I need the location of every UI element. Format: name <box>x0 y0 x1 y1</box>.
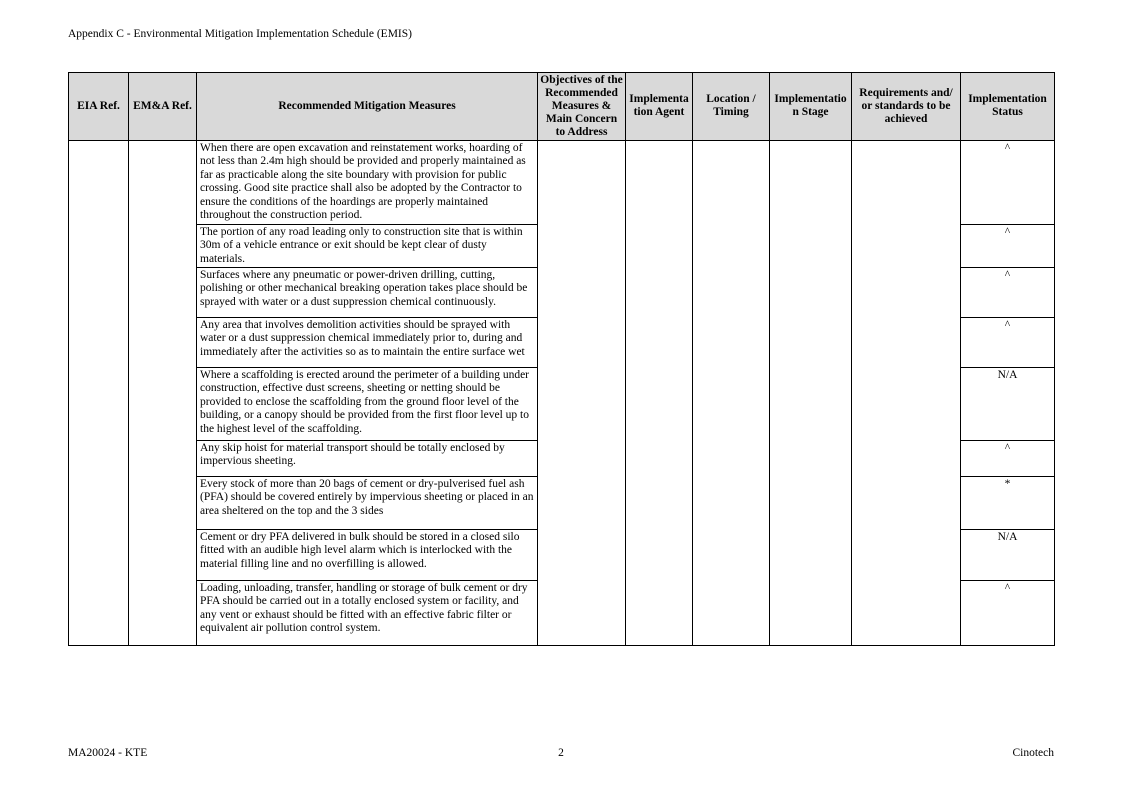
footer-project-ref: MA20024 - KTE <box>68 747 148 759</box>
mitigation-measure-cell: Loading, unloading, transfer, handling or storage of bulk cement or dry PFA should be carried out in a totally enclosed system or facility, and any vent or exhaust should be fitted with an effective fabric filter or equivalent air pollution control system. <box>197 581 538 646</box>
col-header-ema-ref: EM&A Ref. <box>129 73 197 141</box>
table-row <box>69 140 1055 224</box>
mitigation-measure-cell: Cement or dry PFA delivered in bulk should be stored in a closed silo fitted with an audible high level alarm which is interlocked with the material filling line and no overfilling is allowed. <box>197 530 538 581</box>
col-header-eia-ref: EIA Ref. <box>69 73 129 141</box>
requirements-cell <box>852 140 961 645</box>
eia-ref-cell <box>69 140 129 645</box>
ema-ref-cell <box>129 140 197 645</box>
mitigation-measure-cell: Surfaces where any pneumatic or power-driven drilling, cutting, polishing or other mechanical breaking operation takes place should be sprayed with water or a dust suppression chemical continuously. <box>197 268 538 318</box>
objectives-cell <box>538 140 626 645</box>
mitigation-measure-cell: Any skip hoist for material transport should be totally enclosed by impervious sheeting. <box>197 441 538 477</box>
page-title: Appendix C - Environmental Mitigation Implementation Schedule (EMIS) <box>68 28 412 40</box>
implementation-status-cell: ^ <box>961 224 1055 267</box>
implementation-status-cell: ^ <box>961 140 1055 224</box>
col-header-location-timing: Location / Timing <box>693 73 770 141</box>
col-header-requirements: Requirements and/ or standards to be achieved <box>852 73 961 141</box>
col-header-objectives: Objectives of the Recommended Measures & Main Concern to Address <box>538 73 626 141</box>
implementation-status-cell: N/A <box>961 368 1055 441</box>
mitigation-measure-cell: When there are open excavation and reinstatement works, hoarding of not less than 2.4m high should be provided and properly maintained as far as practicable along the site boundary with provision for public crossing. Good site practice shall also be adopted by the Contractor to ensure the conditions of the hoardings are properly maintained throughout the construction period. <box>197 140 538 224</box>
implementation-status-cell: ^ <box>961 318 1055 368</box>
table-header-row <box>69 73 1055 141</box>
footer-company: Cinotech <box>1012 747 1054 759</box>
location-timing-cell <box>693 140 770 645</box>
mitigation-measure-cell: Where a scaffolding is erected around the perimeter of a building under construction, effective dust screens, sheeting or netting should be provided to enclose the scaffolding from the ground floor level of the building, or a canopy should be provided from the first floor level up to the highest level of the scaffolding. <box>197 368 538 441</box>
col-header-implementation-stage: Implementation Stage <box>770 73 852 141</box>
col-header-implementation-agent: Implementation Agent <box>626 73 693 141</box>
mitigation-measure-cell: Every stock of more than 20 bags of cement or dry-pulverised fuel ash (PFA) should be covered entirely by impervious sheeting or placed in an area sheltered on the top and the 3 sides <box>197 477 538 530</box>
implementation-agent-cell <box>626 140 693 645</box>
implementation-status-cell: N/A <box>961 530 1055 581</box>
emis-table <box>68 72 1055 646</box>
implementation-status-cell: ^ <box>961 441 1055 477</box>
page-number: 2 <box>558 747 564 759</box>
col-header-implementation-status: Implementation Status <box>961 73 1055 141</box>
implementation-status-cell: ^ <box>961 581 1055 646</box>
implementation-status-cell: * <box>961 477 1055 530</box>
mitigation-measure-cell: The portion of any road leading only to construction site that is within 30m of a vehicle entrance or exit should be kept clear of dusty materials. <box>197 224 538 267</box>
col-header-mitigation-measures: Recommended Mitigation Measures <box>197 73 538 141</box>
mitigation-measure-cell: Any area that involves demolition activities should be sprayed with water or a dust suppression chemical immediately prior to, during and immediately after the activities so as to maintain the entire surface wet <box>197 318 538 368</box>
implementation-stage-cell <box>770 140 852 645</box>
implementation-status-cell: ^ <box>961 268 1055 318</box>
